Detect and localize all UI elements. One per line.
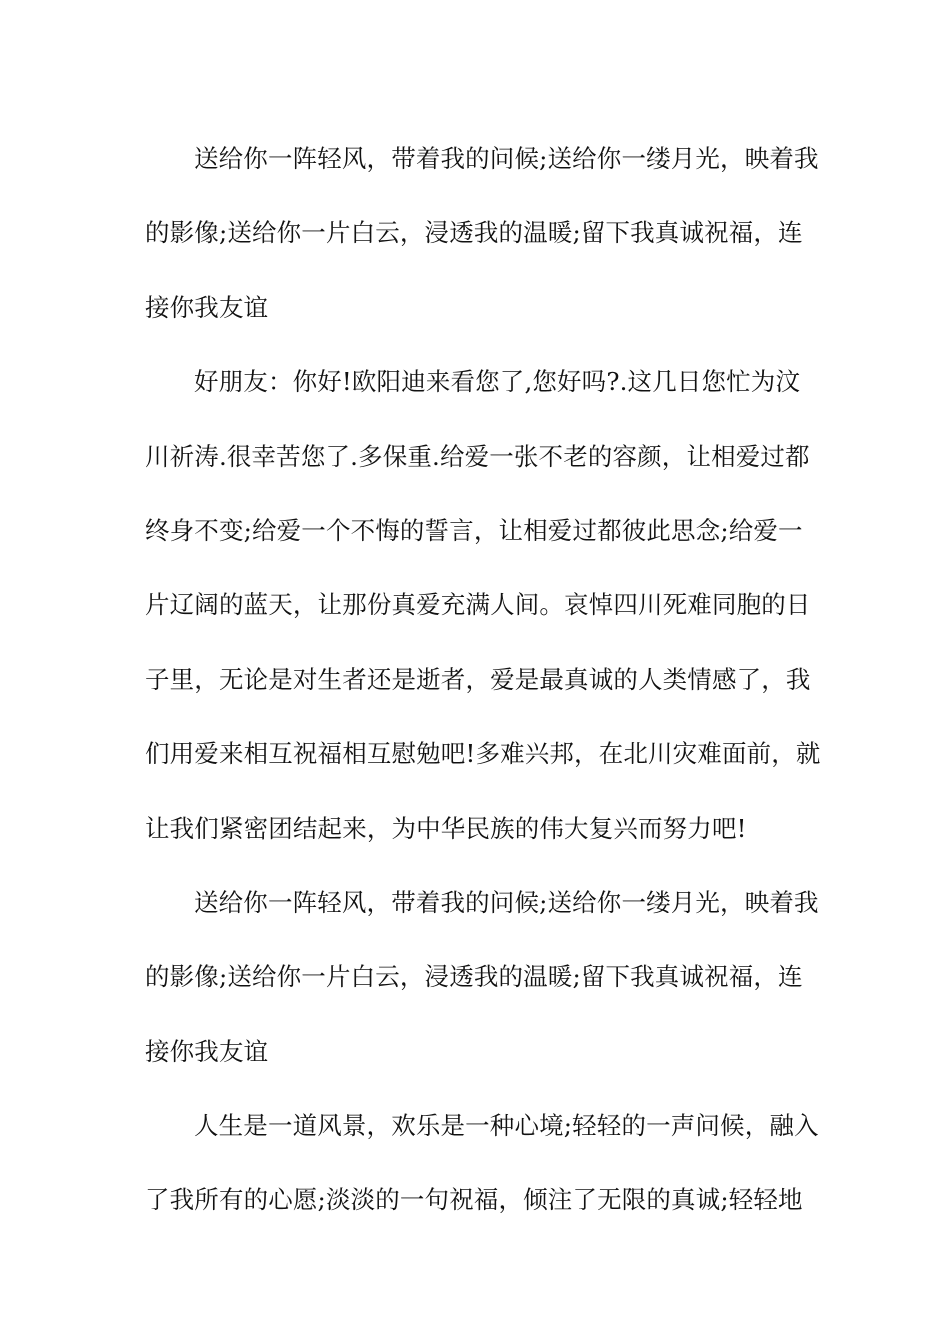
paragraph-2	[145, 345, 821, 866]
paragraph-line: 的影像;送给你一片白云，浸透我的温暖;留下我真诚祝福，连	[145, 962, 803, 992]
paragraph-1	[145, 122, 819, 345]
paragraph-3	[145, 866, 819, 1089]
paragraph-line: 送给你一阵轻风，带着我的问候;送给你一缕月光，映着我	[194, 144, 819, 173]
paragraph-line: 终身不变;给爱一个不悔的誓言，让相爱过都彼此思念;给爱一	[145, 515, 803, 545]
paragraph-line: 送给你一阵轻风，带着我的问候;送给你一缕月光，映着我	[194, 887, 819, 917]
paragraph-line: 让我们紧密团结起来，为中华民族的伟大复兴而努力吧!	[145, 813, 747, 843]
document-body	[145, 122, 821, 1238]
paragraph-line: 接你我友谊	[145, 292, 269, 322]
paragraph-line: 川祈涛.很幸苦您了.多保重.给爱一张不老的容颜，让相爱过都	[145, 441, 810, 471]
paragraph-line: 们用爱来相互祝福相互慰勉吧!多难兴邦，在北川灾难面前，就	[145, 739, 821, 769]
paragraph-line: 人生是一道风景，欢乐是一种心境;轻轻的一声问候，融入	[194, 1111, 819, 1141]
paragraph-4	[145, 1089, 819, 1238]
paragraph-line: 了我所有的心愿;淡淡的一句祝福，倾注了无限的真诚;轻轻地	[145, 1185, 803, 1215]
paragraph-line: 好朋友：你好!欧阳迪来看您了,您好吗?.这几日您忙为汶	[194, 367, 801, 397]
paragraph-line: 的影像;送给你一片白云，浸透我的温暖;留下我真诚祝福，连	[145, 218, 803, 248]
paragraph-line: 片辽阔的蓝天，让那份真爱充满人间。哀悼四川死难同胞的日	[145, 590, 811, 620]
paragraph-line: 子里，无论是对生者还是逝者，爱是最真诚的人类情感了，我	[145, 664, 811, 694]
paragraph-line: 接你我友谊	[145, 1036, 269, 1066]
